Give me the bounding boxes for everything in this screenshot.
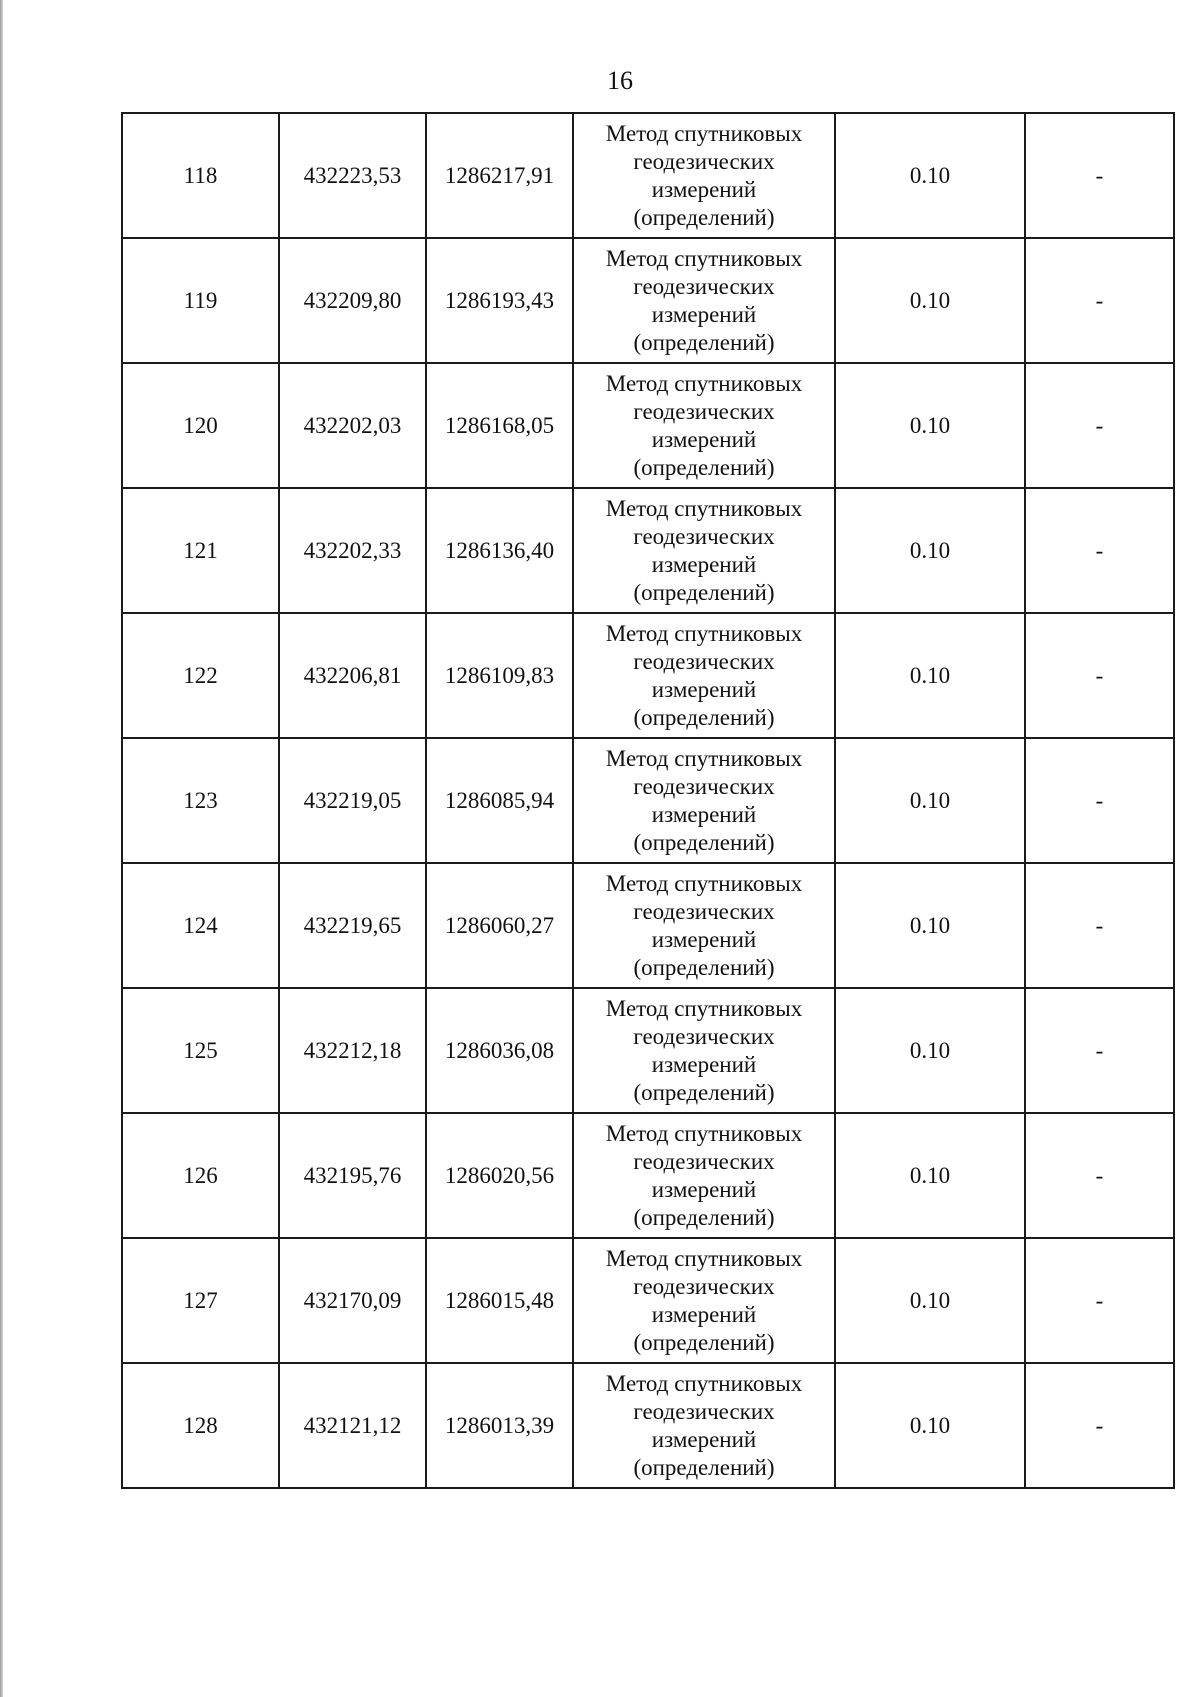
x-coordinate-cell: 432202,33 (279, 488, 426, 613)
method-line: Метод спутниковых (605, 1245, 803, 1271)
method-cell (573, 113, 835, 238)
method-line: измерений (651, 926, 757, 952)
extra-cell: - (1025, 488, 1174, 613)
y-coordinate-cell: 1286085,94 (426, 738, 573, 863)
extra-cell: - (1025, 613, 1174, 738)
x-coordinate-cell: 432121,12 (279, 1363, 426, 1488)
method-line: геодезических (633, 398, 775, 424)
point-number-cell: 126 (122, 1113, 279, 1238)
method-cell (573, 1363, 835, 1488)
method-cell (573, 863, 835, 988)
point-number-cell: 125 (122, 988, 279, 1113)
method-line: (определений) (633, 1079, 775, 1105)
method-cell (573, 1238, 835, 1363)
method-line: Метод спутниковых (605, 620, 803, 646)
point-number-cell: 127 (122, 1238, 279, 1363)
method-line: измерений (651, 301, 757, 327)
method-line: Метод спутниковых (605, 745, 803, 771)
accuracy-cell: 0.10 (835, 863, 1025, 988)
point-number-cell: 124 (122, 863, 279, 988)
table-row (122, 1113, 1174, 1238)
page-number: 16 (607, 66, 633, 95)
point-number-cell: 119 (122, 238, 279, 363)
accuracy-cell: 0.10 (835, 1363, 1025, 1488)
accuracy-cell: 0.10 (835, 113, 1025, 238)
y-coordinate-cell: 1286168,05 (426, 363, 573, 488)
method-line: измерений (651, 1176, 757, 1202)
page-edge-shadow (0, 0, 3, 1697)
table-row (122, 613, 1174, 738)
y-coordinate-cell: 1286193,43 (426, 238, 573, 363)
y-coordinate-cell: 1286015,48 (426, 1238, 573, 1363)
method-line: геодезических (633, 1023, 775, 1049)
method-line: измерений (651, 1301, 757, 1327)
method-line: геодезических (633, 1148, 775, 1174)
coordinates-table-body (122, 113, 1174, 1488)
x-coordinate-cell: 432219,05 (279, 738, 426, 863)
extra-cell: - (1025, 1238, 1174, 1363)
accuracy-cell: 0.10 (835, 988, 1025, 1113)
y-coordinate-cell: 1286036,08 (426, 988, 573, 1113)
x-coordinate-cell: 432206,81 (279, 613, 426, 738)
point-number-cell: 128 (122, 1363, 279, 1488)
extra-cell: - (1025, 1363, 1174, 1488)
x-coordinate-cell: 432223,53 (279, 113, 426, 238)
table-row (122, 363, 1174, 488)
table-row (122, 238, 1174, 363)
point-number-cell: 122 (122, 613, 279, 738)
method-line: геодезических (633, 1398, 775, 1424)
extra-cell: - (1025, 238, 1174, 363)
method-line: измерений (651, 801, 757, 827)
x-coordinate-cell: 432170,09 (279, 1238, 426, 1363)
x-coordinate-cell: 432219,65 (279, 863, 426, 988)
y-coordinate-cell: 1286136,40 (426, 488, 573, 613)
method-cell (573, 738, 835, 863)
extra-cell: - (1025, 988, 1174, 1113)
method-cell (573, 238, 835, 363)
method-line: Метод спутниковых (605, 1370, 803, 1396)
extra-cell: - (1025, 113, 1174, 238)
x-coordinate-cell: 432209,80 (279, 238, 426, 363)
method-line: (определений) (633, 704, 775, 730)
extra-cell: - (1025, 363, 1174, 488)
accuracy-cell: 0.10 (835, 363, 1025, 488)
table-row (122, 1363, 1174, 1488)
method-line: измерений (651, 1426, 757, 1452)
method-line: геодезических (633, 523, 775, 549)
point-number-cell: 121 (122, 488, 279, 613)
extra-cell: - (1025, 863, 1174, 988)
method-line: геодезических (633, 273, 775, 299)
point-number-cell: 120 (122, 363, 279, 488)
method-line: геодезических (633, 773, 775, 799)
method-line: (определений) (633, 454, 775, 480)
extra-cell: - (1025, 738, 1174, 863)
method-line: измерений (651, 176, 757, 202)
method-cell (573, 488, 835, 613)
method-line: Метод спутниковых (605, 870, 803, 896)
method-line: геодезических (633, 148, 775, 174)
x-coordinate-cell: 432212,18 (279, 988, 426, 1113)
accuracy-cell: 0.10 (835, 1113, 1025, 1238)
method-line: Метод спутниковых (605, 1120, 803, 1146)
method-line: (определений) (633, 1204, 775, 1230)
accuracy-cell: 0.10 (835, 1238, 1025, 1363)
extra-cell: - (1025, 1113, 1174, 1238)
y-coordinate-cell: 1286109,83 (426, 613, 573, 738)
accuracy-cell: 0.10 (835, 238, 1025, 363)
method-line: измерений (651, 676, 757, 702)
table-row (122, 1238, 1174, 1363)
method-line: Метод спутниковых (605, 495, 803, 521)
accuracy-cell: 0.10 (835, 738, 1025, 863)
method-line: Метод спутниковых (605, 995, 803, 1021)
method-line: (определений) (633, 329, 775, 355)
method-cell (573, 988, 835, 1113)
method-line: измерений (651, 426, 757, 452)
method-line: (определений) (633, 954, 775, 980)
table-row (122, 488, 1174, 613)
method-line: (определений) (633, 1329, 775, 1355)
point-number-cell: 118 (122, 113, 279, 238)
method-line: (определений) (633, 829, 775, 855)
method-line: (определений) (633, 204, 775, 230)
method-cell (573, 1113, 835, 1238)
method-line: геодезических (633, 648, 775, 674)
method-line: геодезических (633, 1273, 775, 1299)
method-cell (573, 613, 835, 738)
accuracy-cell: 0.10 (835, 488, 1025, 613)
method-line: измерений (651, 551, 757, 577)
method-line: (определений) (633, 579, 775, 605)
method-line: (определений) (633, 1454, 775, 1480)
x-coordinate-cell: 432202,03 (279, 363, 426, 488)
method-line: Метод спутниковых (605, 245, 803, 271)
method-line: Метод спутниковых (605, 370, 803, 396)
method-cell (573, 363, 835, 488)
y-coordinate-cell: 1286013,39 (426, 1363, 573, 1488)
point-number-cell: 123 (122, 738, 279, 863)
method-line: геодезических (633, 898, 775, 924)
coordinates-table (121, 112, 1175, 1489)
method-line: измерений (651, 1051, 757, 1077)
table-row (122, 113, 1174, 238)
table-row (122, 988, 1174, 1113)
method-line: Метод спутниковых (605, 120, 803, 146)
y-coordinate-cell: 1286020,56 (426, 1113, 573, 1238)
table-row (122, 863, 1174, 988)
y-coordinate-cell: 1286217,91 (426, 113, 573, 238)
table-row (122, 738, 1174, 863)
y-coordinate-cell: 1286060,27 (426, 863, 573, 988)
accuracy-cell: 0.10 (835, 613, 1025, 738)
x-coordinate-cell: 432195,76 (279, 1113, 426, 1238)
